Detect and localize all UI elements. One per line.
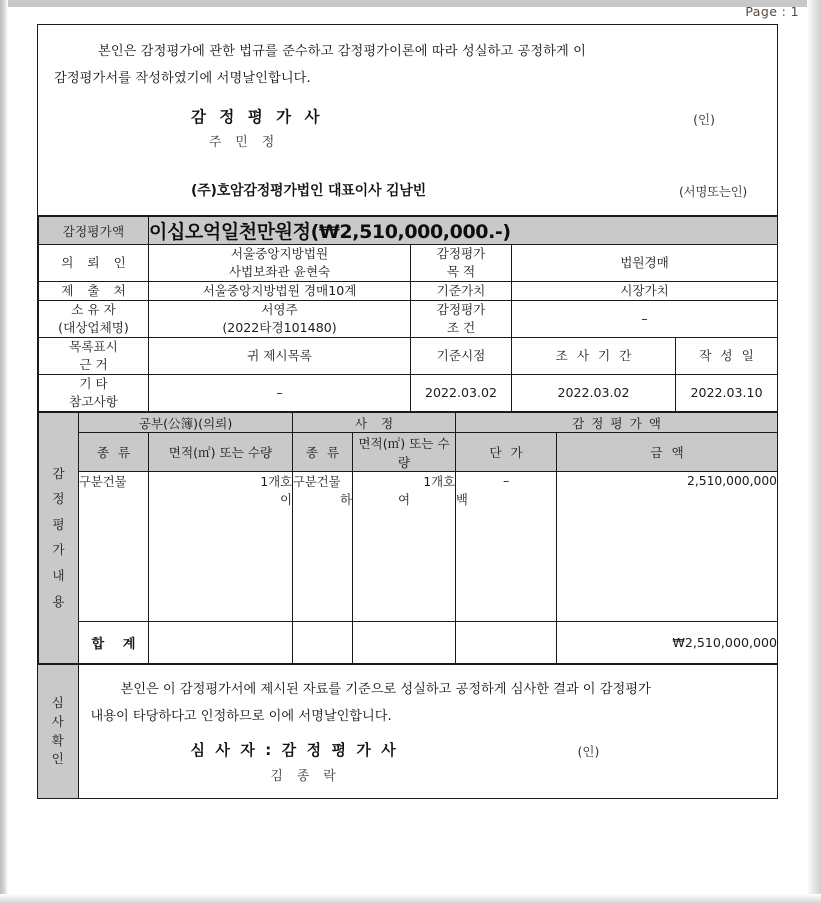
- condition-label-line-1: 감정평가: [436, 302, 486, 318]
- amount-row: [39, 217, 778, 245]
- empty-cell: [456, 508, 557, 546]
- empty-row: [39, 508, 778, 546]
- table-row: [39, 245, 778, 282]
- page-margin-left: [0, 0, 8, 904]
- appraisal-content-table: [38, 412, 778, 665]
- list-basis-value: 귀 제시목록: [149, 338, 411, 375]
- amount-label: 감정평가액: [39, 217, 149, 245]
- auditor-signature-row: [91, 739, 764, 763]
- empty-cell: [456, 584, 557, 622]
- empty-cell: [293, 584, 353, 622]
- empty-cell: [353, 546, 456, 584]
- total-label: 합 계: [79, 622, 149, 664]
- other-notes-label: [39, 374, 149, 411]
- audit-content-cell: [78, 665, 777, 798]
- content-column-header-row: [39, 432, 778, 471]
- side-label-char-5: 내: [52, 567, 65, 583]
- basis-value-value: 시장가치: [512, 282, 778, 301]
- col-header-kind-public: 종 류: [79, 432, 149, 471]
- group-header-assessment: 사 정: [293, 412, 456, 432]
- survey-period-header: 조 사 기 간: [512, 338, 676, 375]
- cell-kind-assessed: 구분건물: [293, 471, 353, 490]
- submitted-to-value: 서울중앙지방법원 경매10계: [149, 282, 411, 301]
- submitted-to-label: 제 출 처: [39, 282, 149, 301]
- appraisal-report-frame: [37, 24, 778, 799]
- content-side-label: [39, 412, 79, 664]
- audit-row: [38, 665, 777, 798]
- table-row: [39, 301, 778, 338]
- condition-value: –: [512, 301, 778, 338]
- total-empty-3: [353, 622, 456, 664]
- owner-value-line-1: 서영주: [261, 302, 298, 318]
- col-header-amount: 금 액: [557, 432, 778, 471]
- client-value-line-2: 사법보좌관 윤현숙: [228, 264, 331, 280]
- declaration-line-1: 본인은 감정평가에 관한 법규를 준수하고 감정평가이론에 따라 성실하고 공정하게 이: [98, 44, 586, 59]
- report-date-header: 작 성 일: [676, 338, 778, 375]
- page-number-label: Page : 1: [745, 4, 799, 19]
- blank-marker-empty: [79, 490, 149, 508]
- empty-row: [39, 546, 778, 584]
- total-empty-4: [456, 622, 557, 664]
- empty-cell: [456, 546, 557, 584]
- auditor-name: 김 종 락: [270, 768, 341, 784]
- empty-cell: [557, 584, 778, 622]
- seal-mark: (인): [693, 112, 715, 128]
- cell-kind-public: 구분건물: [79, 471, 149, 490]
- empty-row: [39, 584, 778, 622]
- auditor-seal-mark: (인): [577, 743, 600, 759]
- base-date-header: 기준시점: [411, 338, 512, 375]
- total-empty-1: [149, 622, 293, 664]
- empty-cell: [557, 508, 778, 546]
- page-margin-bottom: [0, 894, 821, 904]
- table-row: [39, 471, 778, 490]
- cell-area-public: 1개호: [149, 471, 293, 490]
- audit-label-char-2: 사: [51, 713, 64, 729]
- audit-side-label: [38, 665, 78, 798]
- client-value: [149, 245, 411, 282]
- blank-marker-char-2: 하: [293, 490, 353, 508]
- audit-confirmation-table: [38, 664, 777, 798]
- content-group-header-row: [39, 412, 778, 432]
- condition-label-line-2: 조 건: [446, 320, 476, 336]
- group-header-public-record: 공부(公簿)(의뢰): [79, 412, 293, 432]
- purpose-value: 법원경매: [512, 245, 778, 282]
- empty-cell: [353, 508, 456, 546]
- side-label-char-1: 감: [52, 465, 65, 481]
- page-margin-right: [807, 0, 821, 904]
- auditor-title: 심 사 자 : 감 정 평 가 사: [190, 740, 399, 759]
- blank-marker-empty-2: [557, 490, 778, 508]
- client-value-line-1: 서울중앙지방법원: [230, 246, 329, 262]
- declaration-block: [38, 25, 777, 215]
- owner-label-line-2: (대상업체명): [58, 320, 129, 336]
- client-label: 의 뢰 인: [39, 245, 149, 282]
- owner-label: [39, 301, 149, 338]
- empty-cell: [79, 546, 149, 584]
- col-header-area-public: 면적(㎡) 또는 수량: [149, 432, 293, 471]
- corporation-name: (주)호암감정평가법인 대표이사 김남빈: [191, 183, 426, 200]
- declaration-line-2: 감정평가서를 작성하였기에 서명날인합니다.: [54, 71, 311, 87]
- list-basis-label-line-1: 목록표시: [69, 339, 118, 355]
- table-row: [39, 338, 778, 375]
- blank-marker-char-4: 백: [456, 490, 557, 508]
- col-header-area-assessed: 면적(㎡) 또는 수량: [353, 432, 456, 471]
- empty-cell: [149, 584, 293, 622]
- condition-label: [411, 301, 512, 338]
- empty-cell: [293, 508, 353, 546]
- appraiser-signature-row: [54, 102, 761, 128]
- audit-label-char-1: 심: [51, 695, 64, 711]
- empty-cell: [353, 584, 456, 622]
- appraiser-name: 주 민 정: [209, 135, 280, 151]
- purpose-label-line-2: 목 적: [446, 264, 476, 280]
- col-header-kind-assessed: 종 류: [293, 432, 353, 471]
- other-notes-value: –: [149, 374, 411, 411]
- owner-label-line-1: 소 유 자: [71, 302, 116, 318]
- purpose-label-line-1: 감정평가: [436, 246, 486, 262]
- other-notes-label-line-1: 기 타: [79, 375, 108, 391]
- blank-marker-char-3: 여: [353, 490, 456, 508]
- cell-unit-price: –: [456, 471, 557, 490]
- owner-value: [149, 301, 411, 338]
- side-label-char-3: 평: [52, 516, 65, 532]
- page-margin-top: [0, 0, 821, 7]
- group-header-appraisal-amount: 감 정 평 가 액: [456, 412, 778, 432]
- audit-line-2: 내용이 타당하다고 인정하므로 이에 서명날인합니다.: [90, 708, 392, 724]
- audit-label-char-3: 확: [51, 732, 64, 748]
- side-label-char-2: 정: [52, 491, 65, 507]
- side-label-char-4: 가: [52, 542, 65, 558]
- declaration-table: [38, 25, 777, 216]
- empty-cell: [293, 546, 353, 584]
- total-empty-2: [293, 622, 353, 664]
- col-header-unit-price: 단 가: [456, 432, 557, 471]
- survey-period-value: 2022.03.02: [512, 374, 676, 411]
- cell-area-assessed: 1개호: [353, 471, 456, 490]
- appraiser-title: 감 정 평 가 사: [191, 108, 324, 127]
- empty-cell: [79, 584, 149, 622]
- empty-cell: [149, 546, 293, 584]
- cell-amount: 2,510,000,000: [557, 471, 778, 490]
- list-basis-label-line-2: 근 거: [79, 356, 108, 372]
- audit-body: [79, 665, 778, 798]
- total-amount: ₩2,510,000,000: [557, 622, 778, 664]
- list-basis-label: [39, 338, 149, 375]
- audit-line-1: 본인은 이 감정평가서에 제시된 자료를 기준으로 성실하고 공정하게 심사한 결과 이 감정평가: [120, 682, 651, 698]
- summary-table: [38, 216, 778, 411]
- basis-value-label: 기준가치: [411, 282, 512, 301]
- base-date-value: 2022.03.02: [411, 374, 512, 411]
- total-row: [39, 622, 778, 664]
- report-date-value: 2022.03.10: [676, 374, 778, 411]
- side-label-char-6: 용: [52, 593, 65, 609]
- table-row: [39, 282, 778, 301]
- blank-marker-char-1: 이: [149, 490, 293, 508]
- signature-or-seal-mark: (서명또는인): [678, 184, 747, 200]
- amount-value: 이십오억일천만원정(₩2,510,000,000.-): [149, 217, 778, 245]
- empty-cell: [557, 546, 778, 584]
- owner-value-line-2: (2022타경101480): [222, 320, 337, 336]
- empty-cell: [149, 508, 293, 546]
- table-row: [39, 374, 778, 411]
- other-notes-label-line-2: 참고사항: [69, 393, 118, 409]
- empty-cell: [79, 508, 149, 546]
- corporation-signature-row: [54, 177, 761, 201]
- audit-label-char-4: 인: [51, 751, 64, 767]
- blank-marker-row: [39, 490, 778, 508]
- purpose-label: [411, 245, 512, 282]
